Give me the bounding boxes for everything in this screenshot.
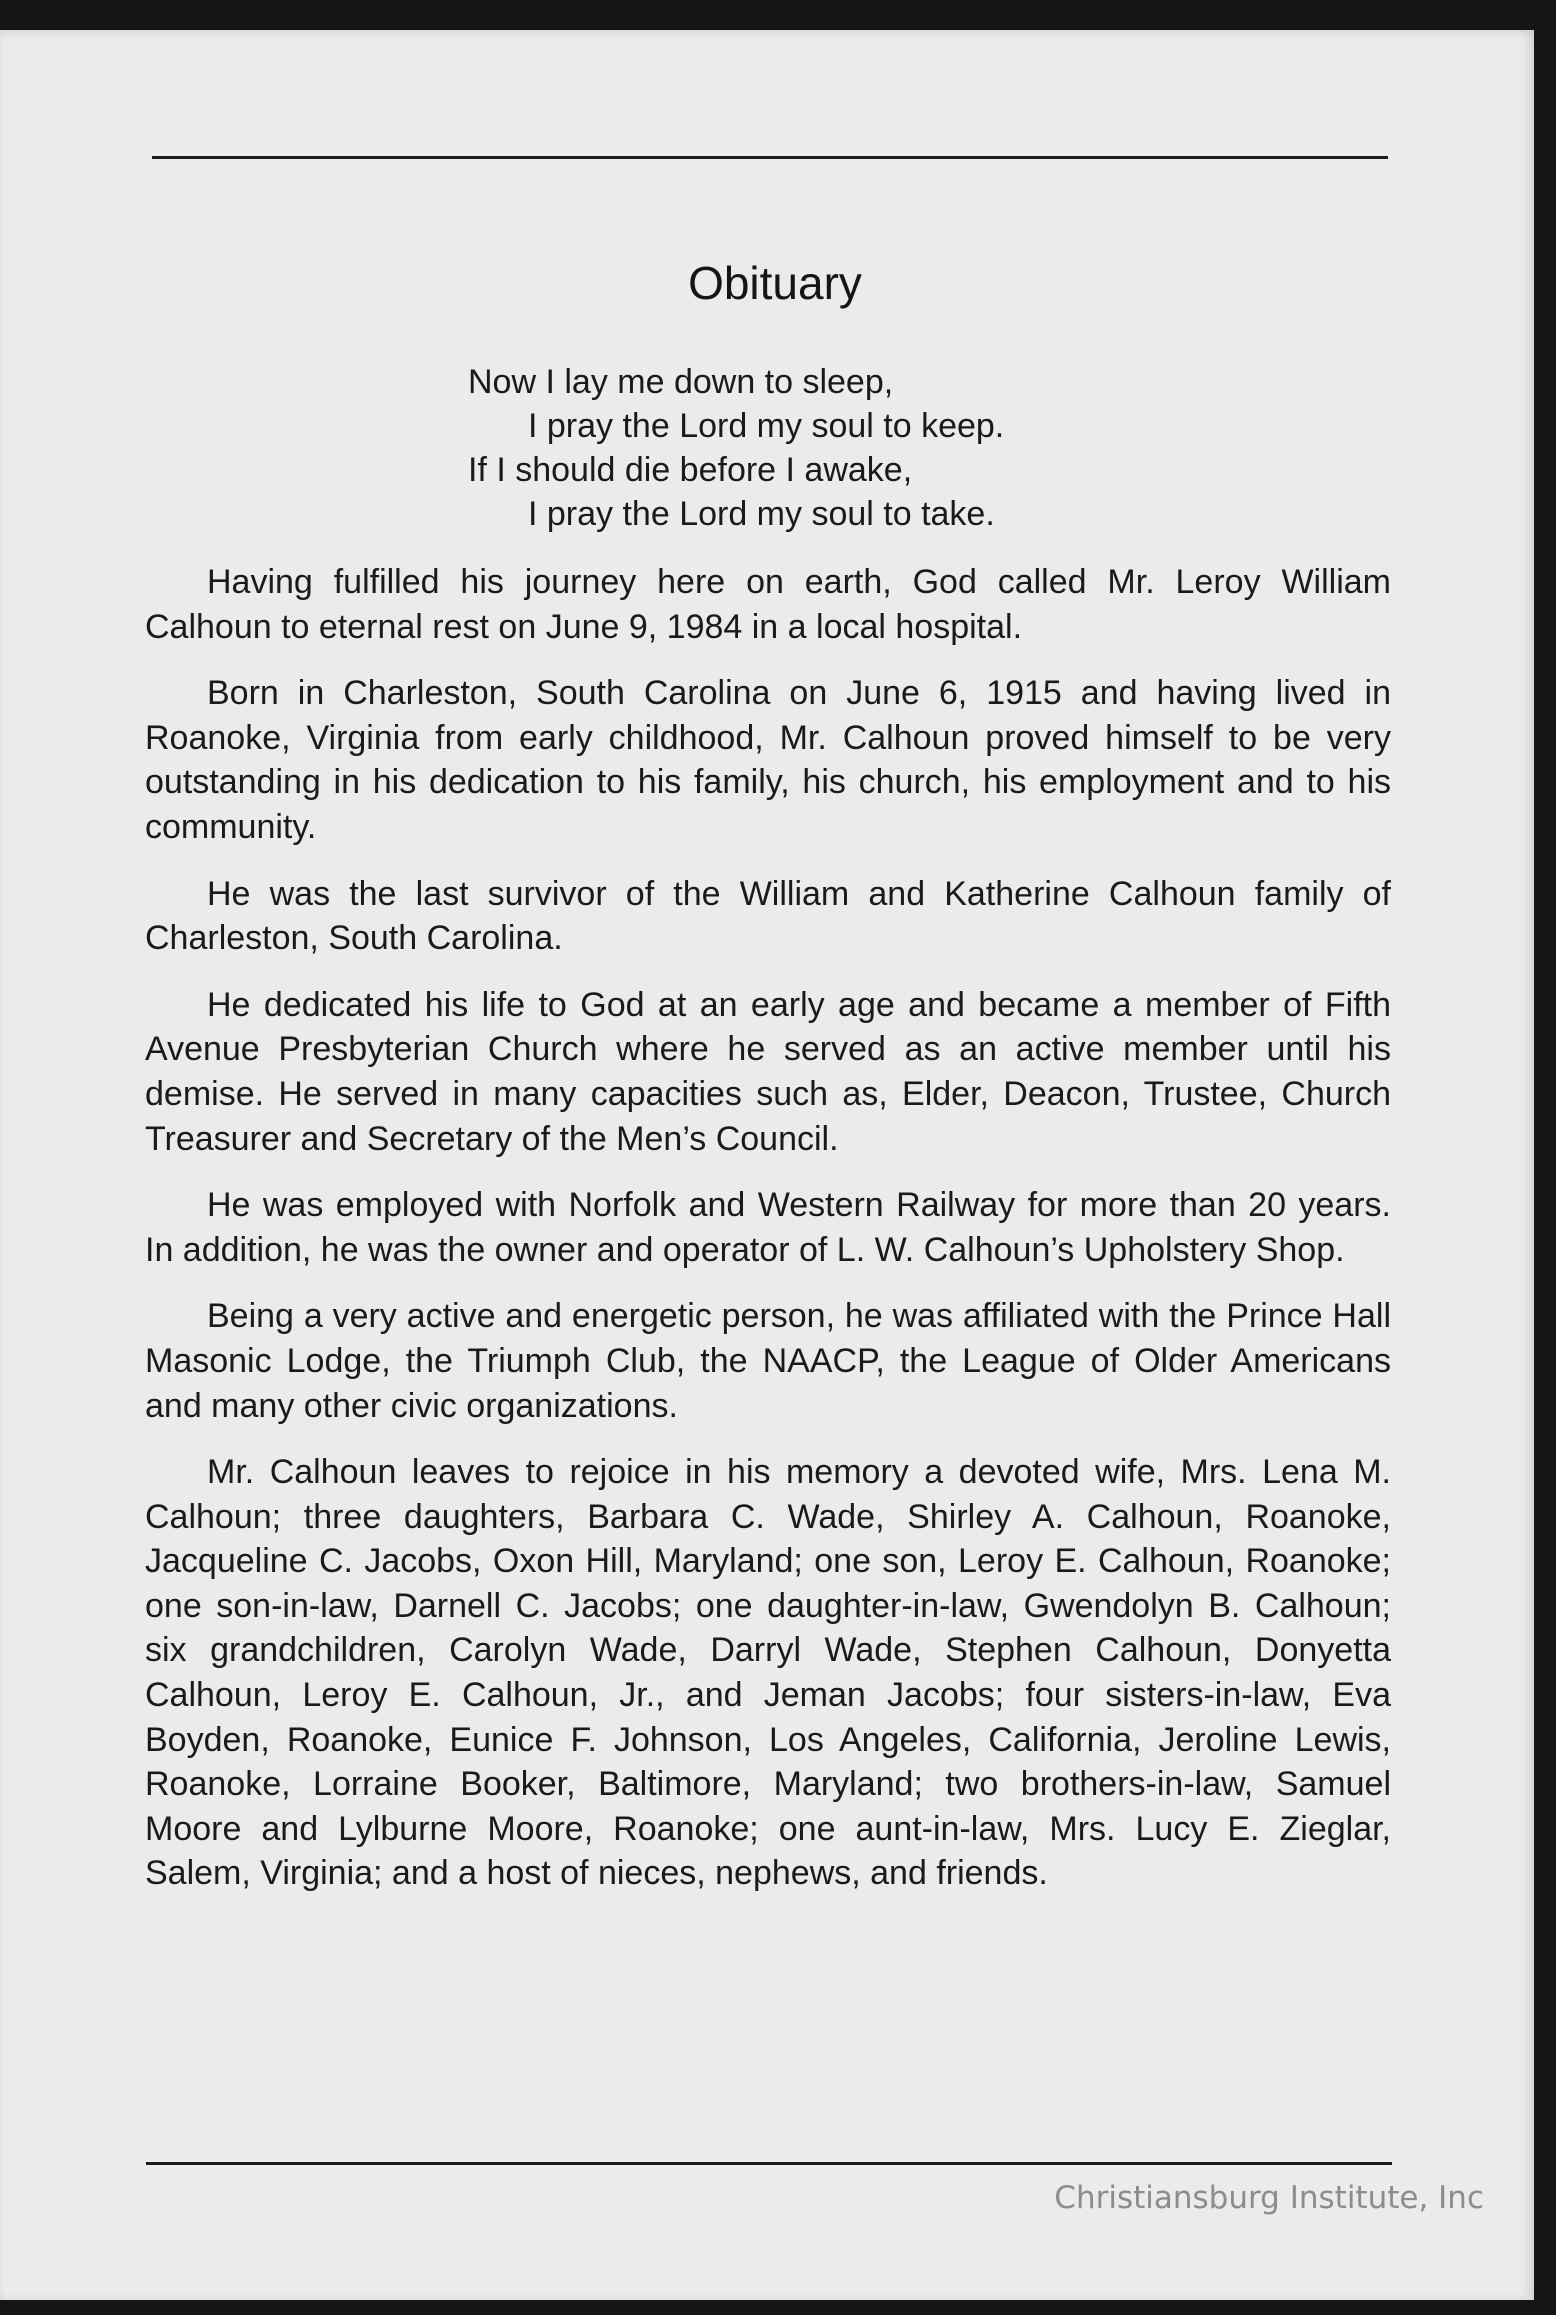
paragraph-employment: He was employed with Norfolk and Western Railway for more than 20 years. In addition, he was the owner and operator of L. W. Calhoun’s Upholstery Shop. [145, 1186, 1391, 1269]
paragraph-affiliations: Being a very active and energetic person, he was affiliated with the Prince Hall Masonic Lodge, the Triumph Club, the NAACP, the League of Older Americans and many other civic organizations. [145, 1297, 1391, 1425]
poem-line: Now I lay me down to sleep, [468, 363, 894, 401]
obituary-body [145, 560, 1391, 1918]
paragraph-church: He dedicated his life to God at an early age and became a member of Fifth Avenue Presbyterian Church where he served as an active member until his demise. He served in many capacities such as, Elder, Deacon, Trustee, Church Treasurer and Secretary of the Men’s Council. [145, 985, 1391, 1158]
paragraph-survivors: Mr. Calhoun leaves to rejoice in his memory a devoted wife, Mrs. Lena M. Calhoun; three daughters, Barbara C. Wade, Shirley A. Calhoun, Roanoke, Jacqueline C. Jacobs, Oxon Hill, Maryland; one son, Leroy E. Calhoun, Roanoke; one son-in-law, Darnell C. Jacobs; one daughter-in-law, Gwendolyn B. Calhoun; six grandchildren, Carolyn Wade, Darryl Wade, Stephen Calhoun, Donyetta Calhoun, Leroy E. Calhoun, Jr., and Jeman Jacobs; four sisters-in-law, Eva Boyden, Roanoke, Eunice F. Johnson, Los Angeles, California, Jeroline Lewis, Roanoke, Lorraine Booker, Baltimore, Maryland; two brothers-in-law, Samuel Moore and Lylburne Moore, Roanoke; one aunt-in-law, Mrs. Lucy E. Zieglar, Salem, Virginia; and a host of nieces, nephews, and friends. [145, 1453, 1391, 1893]
top-divider [152, 156, 1388, 159]
paragraph-passing: Having fulfilled his journey here on earth, God called Mr. Leroy William Calhoun to eternal rest on June 9, 1984 in a local hospital. [145, 563, 1391, 646]
watermark: Christiansburg Institute, Inc [1054, 2180, 1484, 2216]
poem-line: If I should die before I awake, [468, 451, 913, 489]
paragraph-family: He was the last survivor of the William and Katherine Calhoun family of Charleston, South Carolina. [145, 874, 1391, 958]
document-page [0, 30, 1534, 2300]
poem-line: I pray the Lord my soul to keep. [528, 407, 1005, 445]
bottom-divider [146, 2162, 1392, 2165]
prayer-poem [468, 360, 1004, 536]
poem-line: I pray the Lord my soul to take. [528, 495, 995, 533]
page-title: Obituary [688, 257, 862, 309]
paragraph-birth: Born in Charleston, South Carolina on June 6, 1915 and having lived in Roanoke, Virginia from early childhood, Mr. Calhoun proved himself to be very outstanding in his dedication to his family, his church, his employment and to his community. [145, 674, 1391, 846]
